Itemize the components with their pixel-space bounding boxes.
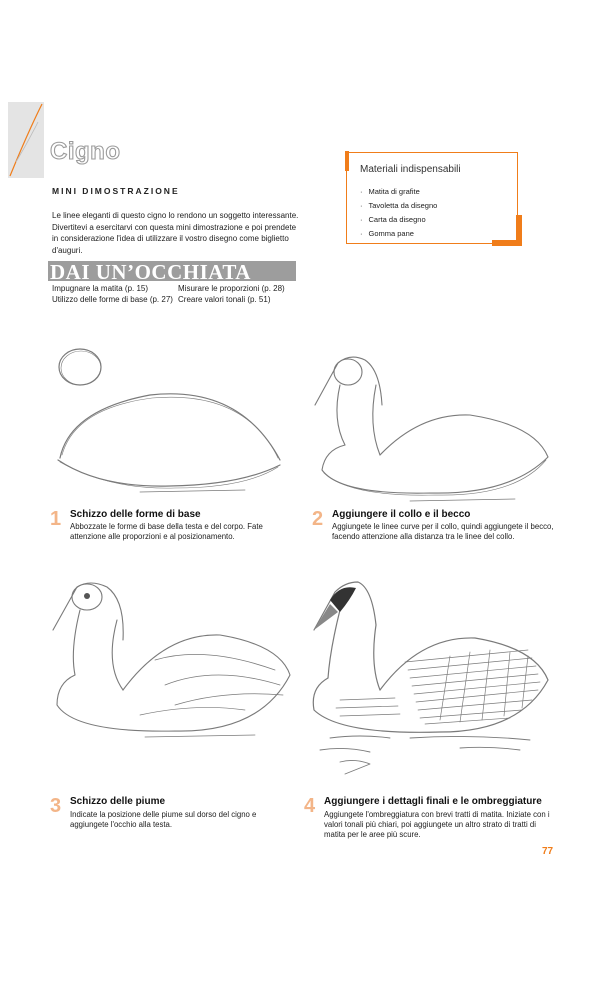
step-number: 2 [312, 508, 324, 530]
swan-sketch-step-2 [310, 345, 560, 505]
page-number: 77 [542, 846, 554, 857]
materials-item: · Carta da disegno [360, 213, 437, 227]
step-title: Schizzo delle forme di base [70, 509, 201, 520]
materials-item: · Gomma pane [360, 227, 437, 241]
section-subtitle: MINI DIMOSTRAZIONE [52, 186, 180, 196]
step-desc: Abbozzate le forme di base della testa e del corpo. Fate attenzione alle proporzioni e al posizionamento. [70, 522, 263, 542]
materials-item: · Tavoletta da disegno [360, 199, 437, 213]
step-number: 1 [50, 508, 62, 530]
look-ref: Misurare le proporzioni (p. 28) [178, 284, 285, 293]
look-refs-right [178, 284, 308, 305]
intro-text: Le linee eleganti di questo cigno lo rendono un soggetto interessante. Divertitevi a esercitarvi con questa mini dimostrazione e poi prendete in considerazione l'idea di utilizzare il vostro disegno come biglietto d'auguri. [52, 211, 299, 255]
materials-list [360, 185, 437, 241]
step-desc: Aggiungete le linee curve per il collo, quindi aggiungete il becco, facendo attenzione alla distanza tra le linee del collo. [332, 522, 554, 542]
materials-corner-accent [492, 240, 522, 246]
step-desc: Indicate la posizione delle piume sul dorso del cigno e aggiungete l'occhio alla testa. [70, 810, 257, 830]
swan-sketch-step-1 [40, 340, 300, 500]
look-ref: Impugnare la matita (p. 15) [52, 284, 149, 293]
materials-title: Materiali indispensabili [360, 164, 461, 175]
swan-sketch-step-3 [45, 575, 300, 750]
step-title: Schizzo delle piume [70, 796, 166, 807]
chapter-tab-lines [8, 102, 44, 178]
materials-corner-accent [345, 151, 349, 171]
materials-item: · Matita di grafite [360, 185, 437, 199]
step-title: Aggiungere il collo e il becco [332, 509, 471, 520]
step-title: Aggiungere i dettagli finali e le ombreggiature [324, 796, 542, 807]
step-number: 3 [50, 795, 62, 817]
look-ref: Creare valori tonali (p. 51) [178, 294, 271, 304]
swan-sketch-step-4 [300, 570, 560, 785]
step-number: 4 [304, 795, 316, 817]
page-title: Cigno [50, 138, 121, 165]
step-desc: Aggiungete l'ombreggiatura con brevi tratti di matita. Iniziate con i valori tonali più chiari, poi aggiungete un altro strato di tratti di matita per le aree più scure. [324, 810, 550, 840]
look-title: DAI UN’OCCHIATA [50, 260, 251, 284]
look-refs-left [52, 284, 177, 305]
look-ref: Utilizzo delle forme di base (p. 27) [52, 294, 173, 304]
